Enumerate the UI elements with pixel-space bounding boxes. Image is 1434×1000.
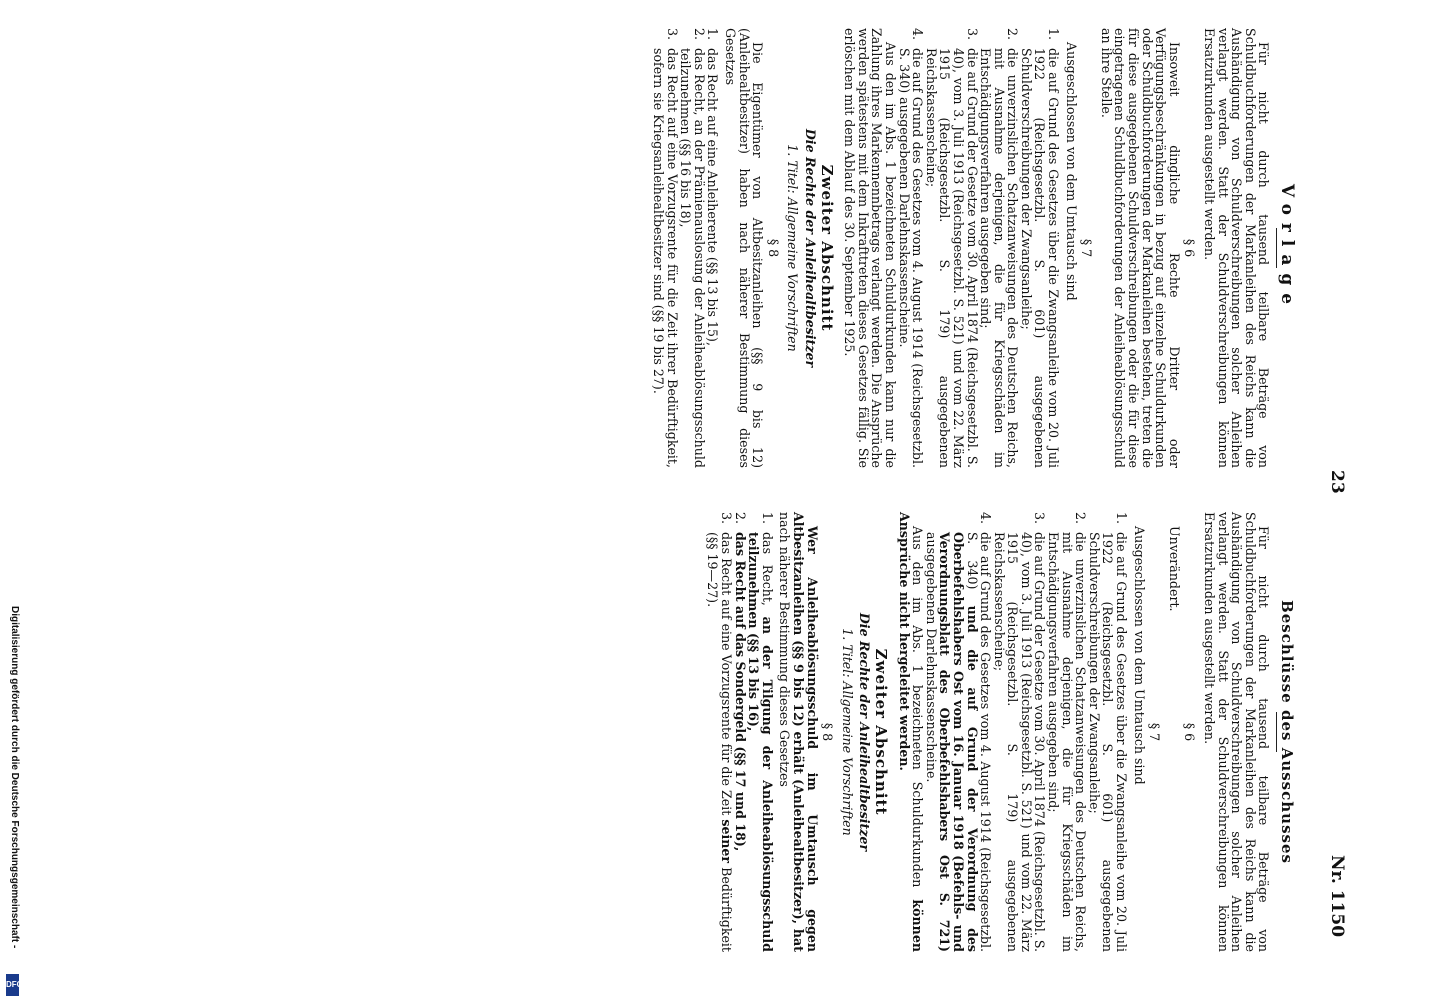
- list-text: die auf Grund des Gesetzes über die Zwangsanleihe vom 20. Juli 1922 (Reichsgesetzbl. S. 601) ausgegebenen Schuldverschreibungen der Zwangsanleihe;: [1086, 532, 1130, 952]
- list-item: [733, 512, 747, 952]
- list-item: [1087, 512, 1128, 952]
- list-number: 1.: [705, 28, 721, 41]
- list-text: die auf Grund des Gesetzes vom 4. August 1914 (Reichsgesetzbl. S. 340) ausgegebenen Darlehnskassenscheine.: [896, 48, 926, 468]
- list-text: die auf Grund der Gesetze vom 30. April 1874 (Reichsgesetzbl. S. 40), vom 3. Juli 1913 (Reichsgesetzbl. S. 521) und vom 22. März 1915 (Reichsgesetzbl. S. 179) ausgegebenen Reichskassenscheine;: [991, 532, 1048, 952]
- list-text: die auf Grund der Gesetze vom 30. April 1874 (Reichsgesetzbl. S. 40), vom 3. Juli 1913 (Reichsgesetzbl. S. 521) und vom 22. März 1915 (Reichsgesetzbl. S. 179) ausgegebenen Reichskassenscheine;: [923, 48, 980, 468]
- column-beschluesse: [705, 512, 1296, 952]
- list-item: [706, 512, 733, 952]
- list-number: 2.: [1005, 28, 1021, 41]
- section-subtitle: Die Rechte der Anleihealtbesitzer: [857, 612, 873, 852]
- section-subtitle: Die Rechte der Anleihealtbesitzer: [803, 128, 818, 368]
- amended-text: und die auf Grund der Verordnung des Oberbefehlshabers Ost vom 16. Januar 1918 (Befehls- und Verordnungsblatt des Oberbefehlshabers Ost S. 721): [937, 532, 980, 952]
- text-run: ausgegebenen Darlehnskassenscheine.: [923, 532, 939, 783]
- list-number: 3.: [719, 512, 735, 525]
- text-run: nach näherer Bestimmung dieses Gesetzes: [777, 512, 793, 787]
- section-title: Zweiter Abschnitt: [817, 164, 836, 332]
- text-run: Bedürftigkeit (§§ 19—27).: [705, 532, 735, 952]
- list-item: [747, 512, 774, 952]
- list-item: [897, 28, 924, 468]
- paragraph: Aus den im Abs. 1 bezeichneten Schuldurkunden kann nur die Zahlung ihres Markennennbetrags verlangt werden. Die Ansprüche werden spätestens mit dem Inkrafttreten dieses Gesetzes fällig. Sie erlöschen mit dem Ablauf des 30. September 1925.: [842, 28, 898, 468]
- list-item: [679, 28, 706, 468]
- paragraph: Ausgeschlossen von dem Umtausch sind: [1063, 42, 1079, 301]
- list-number: 1.: [1046, 28, 1062, 41]
- list-text: das Recht, an der Prämienauslosung der Anleiheablösungsschuld teilzunehmen (§§ 16 bis 18),: [678, 48, 707, 468]
- column-vorlage: [651, 28, 1297, 468]
- paragraph: Die Eigentümer von Altbesitzanleihen (§§ 9 bis 12) (Anleihealtbesitzer) haben nach näherer Bestimmung dieses Gesetzes: [723, 28, 766, 468]
- paragraph: Insoweit dingliche Rechte Dritter oder Verfügungsbeschränkungen in bezug auf einzelne Schuldurkunden oder Schuldbuchforderungen der Markanleihen bestehen, treten die für diese ausgegebenen Schuldverschreibungen oder die für diese eingetragenen Schuldbuchforderungen der Anleiheablösungsschuld an ihre Stelle.: [1098, 28, 1182, 468]
- text-run: die auf Grund des Gesetzes vom 4. August 1914 (Reichsgesetzbl. S. 340): [964, 532, 994, 952]
- list-number: 3.: [1032, 512, 1048, 525]
- amended-text: an der Tilgung der Anleiheablösungsschuld teilzunehmen (§§ 13 bis 16),: [746, 532, 775, 952]
- text-run: das Recht,: [759, 532, 775, 606]
- list-text: [747, 532, 774, 952]
- list-text: [706, 532, 733, 952]
- section-mark: § 7: [1147, 722, 1163, 742]
- list-item: [924, 28, 978, 468]
- paragraph: Unverändert.: [1166, 526, 1182, 612]
- amended-text: Wer Anleiheablösungsschuld im Umtausch gegen Altbesitzanleihen (§§ 9 bis 12) erhält (Anleihealtbesitzer), hat: [791, 512, 820, 952]
- list-number: 1.: [759, 512, 775, 525]
- paragraph: [778, 512, 819, 952]
- paragraph: Ausgeschlossen von dem Umtausch sind: [1131, 526, 1147, 785]
- section-title: Zweiter Abschnitt: [871, 648, 890, 816]
- section-mark: § 7: [1079, 238, 1095, 258]
- list-item: [1019, 28, 1060, 468]
- paragraph: [897, 512, 924, 952]
- list-number: 2.: [732, 512, 748, 525]
- text-run: Aus den im Abs. 1 bezeichneten Schuldurkunden: [910, 526, 926, 888]
- credit-text: Digitalisierung gefördert durch die Deutsche Forschungsgemeinschaft -: [9, 606, 20, 949]
- paragraph: Für nicht durch tausend teilbare Beträge von Schuldbuchforderungen der Markanleihen des Reichs kann die Aushändigung von Schuldverschreibungen solcher Anleihen verlangt werden. Statt der Schuldverschreibungen können Ersatzurkunden ausgestellt werden.: [1202, 512, 1272, 952]
- list-item: [706, 28, 720, 468]
- amended-text: das Recht auf das Sondergeld (§§ 17 und 18),: [732, 532, 748, 852]
- section-mark: § 6: [1182, 238, 1198, 258]
- list-text: das Recht auf eine Vorzugsrente für die Zeit ihrer Bedürftigkeit, sofern sie Kriegsanleihealtbesitzer sind (§§ 19 bis 27).: [651, 48, 680, 468]
- list-text: die auf Grund des Gesetzes über die Zwangsanleihe vom 20. Juli 1922 (Reichsgesetzbl. S. 601) ausgegebenen Schuldverschreibungen der Zwangsanleihe;: [1018, 48, 1062, 468]
- numbered-list: [651, 28, 719, 468]
- list-item: [1047, 512, 1088, 952]
- numbered-list: [897, 28, 1060, 468]
- list-item: [924, 512, 992, 952]
- numbered-list: [992, 512, 1128, 952]
- list-item: [979, 28, 1020, 468]
- column-header: Beschlüsse des Ausschusses: [1278, 600, 1296, 864]
- list-item: [992, 512, 1046, 952]
- list-number: 1.: [1114, 512, 1130, 525]
- title-heading: 1. Titel: Allgemeine Vorschriften: [785, 144, 801, 352]
- dfg-logo: DFG: [6, 974, 19, 996]
- page-number: 23: [1327, 470, 1347, 494]
- list-number: 3.: [964, 28, 980, 41]
- list-number: 3.: [664, 28, 680, 41]
- list-number: 2.: [691, 28, 707, 41]
- list-text: [924, 532, 992, 952]
- text-run: das Recht auf eine Vorzugsrente für die Zeit: [719, 532, 735, 816]
- document-number: Nr. 1150: [1327, 855, 1347, 938]
- section-mark: § 8: [820, 722, 836, 742]
- list-number: 2.: [1073, 512, 1089, 525]
- column-header: Vorlage: [1277, 183, 1297, 313]
- section-mark: § 8: [765, 238, 781, 258]
- paragraph: Für nicht durch tausend teilbare Beträge von Schuldbuchforderungen der Markanleihen des Reichs kann die Aushändigung von Schuldverschreibungen solcher Anleihen verlangt werden. Statt der Schuldverschreibungen können Ersatzurkunden ausgestellt werden.: [1202, 28, 1272, 468]
- list-text: das Recht auf eine Anleiherente (§§ 13 bis 15),: [705, 48, 721, 346]
- rotated-document-sheet: [5, 0, 1355, 1000]
- amended-text: seiner: [719, 819, 735, 864]
- section-mark: § 6: [1182, 722, 1198, 742]
- list-number: 4.: [910, 28, 926, 41]
- list-text: die unverzinslichen Schatzanweisungen des Deutschen Reichs, mit Ausnahme derjenigen, die für Kriegsschäden im Entschädigungsverfahren ausgegeben sind;: [1046, 532, 1089, 952]
- list-number: 4.: [978, 512, 994, 525]
- funding-credit: [6, 606, 23, 996]
- title-heading: 1. Titel: Allgemeine Vorschriften: [839, 628, 855, 836]
- amended-text: können Ansprüche nicht hergeleitet werden.: [896, 512, 926, 952]
- list-item: [651, 28, 678, 468]
- list-text: die unverzinslichen Schatzanweisungen des Deutschen Reichs, mit Ausnahme derjenigen, die für Kriegsschäden im Entschädigungsverfahren ausgegeben sind;: [978, 48, 1021, 468]
